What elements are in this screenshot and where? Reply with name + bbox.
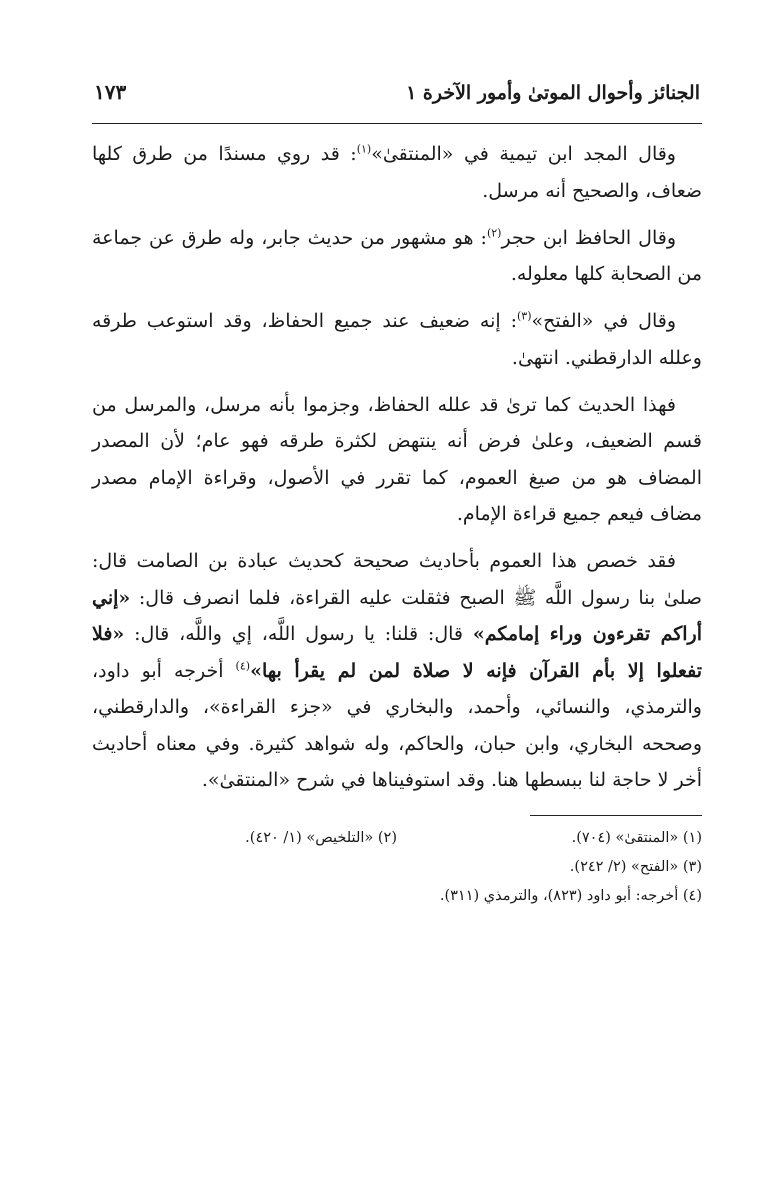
paragraph-5 (92, 543, 702, 799)
paragraph-2-part-b: : هو مشهور من حديث جابر، وله طرق عن جماعة من الصحابة كلها معلوله. (92, 226, 702, 285)
footnote-divider (530, 815, 702, 816)
running-header (92, 80, 702, 124)
paragraph-5-part-a: فقد خصص هذا العموم بأحاديث صحيحة كحديث عبادة بن الصامت قال: صلىٰ بنا رسول اللَّه ﷺ الصبح فثقلت عليه القراءة، فلما انصرف قال: (92, 550, 702, 609)
page-number: ١٧٣ (94, 80, 127, 104)
paragraph-3-part-b: : إنه ضعيف عند جميع الحفاظ، وقد استوعب طرقه وعلله الدارقطني. انتهىٰ. (92, 310, 702, 369)
footnote-1: (١) «المنتقىٰ» (٧٠٤). (571, 829, 702, 846)
paragraph-1-part-b: : قد روي مسندًا من طرق كلها ضعاف، والصحيح أنه مرسل. (92, 143, 702, 202)
footnote-row-1 (92, 824, 702, 853)
paragraph-3-part-a: وقال في «الفتح» (531, 310, 677, 332)
footnote-ref-4[interactable]: (٤) (235, 659, 251, 673)
hadith-quote-1: «إني أراكم تقرءون وراء إمامكم» (92, 586, 702, 645)
paragraph-4-text: فهذا الحديث كما ترىٰ قد علله الحفاظ، وجزموا بأنه مرسل، والمرسل من قسم الضعيف، وعلىٰ فرض أنه ينتهض لكثرة طرقه فهو عام؛ لأن المصدر المضاف هو من صيغ العموم، كما تقرر في الأصول، وقراءة الإمام مصدر مضاف فيعم جميع قراءة الإمام. (92, 393, 702, 525)
footnote-3: (٣) «الفتح» (٢/ ٢٤٢). (569, 858, 702, 875)
footnote-ref-1[interactable]: (١) (356, 142, 372, 156)
paragraph-2-part-a: وقال الحافظ ابن حجر (501, 226, 676, 249)
footnote-4: (٤) أخرجه: أبو داود (٨٢٣)، والترمذي (٣١١). (439, 887, 702, 904)
footnote-ref-2[interactable]: (٢) (486, 226, 502, 240)
paragraph-5-part-c: أخرجه أبو داود، والترمذي، والنسائي، وأحمد، والبخاري في «جزء القراءة»، والدارقطني، وصححه البخاري، وابن حبان، والحاكم، وله شواهد كثيرة. وفي معناه أحاديث أخر لا حاجة لنا ببسطها هنا. وقد استوفيناها في شرح «المنتقىٰ». (92, 659, 702, 791)
paragraph-1 (92, 136, 702, 209)
paragraph-4 (92, 387, 702, 533)
paragraph-2 (92, 220, 702, 293)
chapter-title: الجنائز وأحوال الموتىٰ وأمور الآخرة ١ (406, 82, 700, 104)
paragraph-5-part-b: قال: قلنا: يا رسول اللَّه، إي واللَّه، قال: (124, 623, 473, 645)
footnotes (92, 824, 702, 911)
footnote-ref-3[interactable]: (٣) (516, 309, 532, 323)
hadith-quote-2: «فلا تفعلوا إلا بأم القرآن فإنه لا صلاة لمن لم يقرأ بها» (92, 623, 702, 682)
footnote-2: (٢) «التلخيص» (١/ ٤٢٠). (245, 829, 397, 846)
main-text (92, 136, 702, 799)
paragraph-3 (92, 303, 702, 376)
book-page (92, 80, 702, 911)
paragraph-1-part-a: وقال المجد ابن تيمية في «المنتقىٰ» (371, 143, 676, 165)
